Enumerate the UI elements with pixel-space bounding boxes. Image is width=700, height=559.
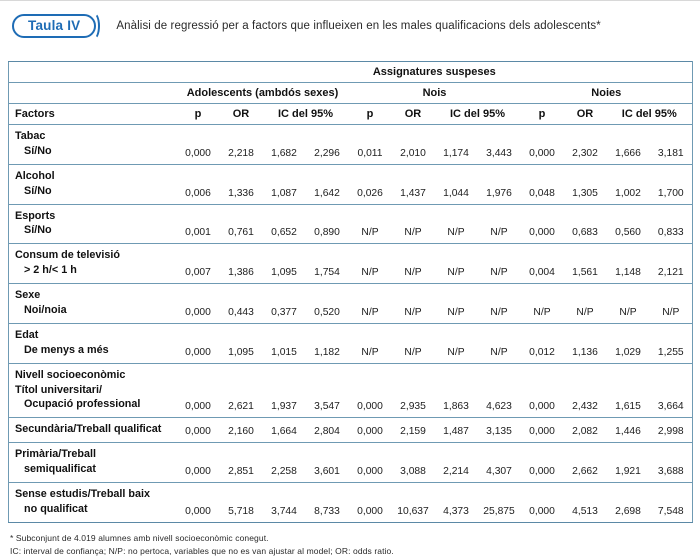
group-header-nois: Nois — [349, 83, 521, 104]
value-cell: 2,258 — [263, 443, 306, 483]
value-cell: 1,682 — [271, 147, 297, 159]
table-row — [9, 284, 693, 324]
value-cell: N/P — [392, 323, 435, 363]
value-cell: 0,000 — [349, 483, 392, 523]
factor-label: Primària/Treball semiqualificat — [9, 443, 177, 483]
value-cell: 1,700 — [650, 164, 693, 204]
column-header-or: OR — [392, 104, 435, 125]
value-cell: 1,754 — [306, 244, 349, 284]
column-header-factors: Factors — [9, 104, 177, 125]
value-cell: 0,007 — [177, 244, 220, 284]
column-header-p: p — [521, 104, 564, 125]
value-cell: N/P — [607, 284, 650, 324]
value-cell: N/P — [349, 244, 392, 284]
value-cell: 0,520 — [306, 284, 349, 324]
value-cell: 0,000 — [349, 443, 392, 483]
table-number-label: Taula IV — [12, 14, 96, 38]
value-cell: 2,159 — [392, 418, 435, 443]
factor-label: Consum de televisió > 2 h/< 1 h — [9, 244, 177, 284]
value-cell: 1,921 — [607, 443, 650, 483]
value-cell: 1,044 — [435, 164, 478, 204]
value-cell: 2,662 — [564, 443, 607, 483]
value-cell: 0,000 — [349, 363, 392, 418]
value-cell: N/P — [564, 284, 607, 324]
table-row — [9, 443, 693, 483]
value-cell: 0,011 — [357, 147, 383, 159]
value-cell: N/P — [478, 323, 521, 363]
value-cell: 2,218 — [228, 147, 254, 159]
column-header-p: p — [177, 104, 220, 125]
value-cell: 0,012 — [521, 323, 564, 363]
factor-label: Secundària/Treball qualificat — [9, 418, 177, 443]
table-row — [9, 244, 693, 284]
value-cell: 1,029 — [607, 323, 650, 363]
value-cell: N/P — [349, 284, 392, 324]
value-cell: 2,302 — [572, 147, 598, 159]
value-cell: 4,623 — [478, 363, 521, 418]
value-cell: 3,547 — [306, 363, 349, 418]
value-cell: 3,443 — [486, 147, 512, 159]
value-cell: 0,377 — [263, 284, 306, 324]
value-cell: 2,935 — [392, 363, 435, 418]
value-cell: 1,437 — [392, 164, 435, 204]
value-cell: 1,976 — [478, 164, 521, 204]
value-cell: 0,000 — [349, 418, 392, 443]
value-cell: 0,683 — [564, 204, 607, 244]
value-cell: 2,160 — [220, 418, 263, 443]
value-cell: 0,000 — [521, 204, 564, 244]
value-cell: 0,652 — [263, 204, 306, 244]
table-row — [9, 363, 693, 418]
value-cell: 1,386 — [220, 244, 263, 284]
footnote-abbreviations: IC: interval de confiança; N/P: no pertoca, variables que no es van ajustar al model; OR: odds ratio. — [10, 546, 394, 557]
value-cell: 0,000 — [177, 418, 220, 443]
value-cell: N/P — [435, 244, 478, 284]
value-cell: 3,744 — [263, 483, 306, 523]
factor-label: Tabac Sí/No — [15, 130, 52, 157]
value-cell: 1,305 — [564, 164, 607, 204]
column-header-row — [9, 104, 693, 125]
factor-label: Alcohol Sí/No — [9, 164, 177, 204]
value-cell: 0,001 — [177, 204, 220, 244]
value-cell: 8,733 — [306, 483, 349, 523]
value-cell: N/P — [392, 244, 435, 284]
value-cell: 0,000 — [185, 147, 211, 159]
factor-label: Esports Sí/No — [9, 204, 177, 244]
value-cell: 1,095 — [220, 323, 263, 363]
value-cell: 1,664 — [263, 418, 306, 443]
value-cell: 0,000 — [521, 418, 564, 443]
value-cell: N/P — [521, 284, 564, 324]
value-cell: 2,296 — [314, 147, 340, 159]
value-cell: 2,010 — [400, 147, 426, 159]
column-header-ic: IC del 95% — [607, 104, 693, 125]
table-number-pill — [12, 12, 100, 40]
value-cell: 1,095 — [263, 244, 306, 284]
value-cell: 2,998 — [650, 418, 693, 443]
table-row — [9, 483, 693, 523]
column-header-ic: IC del 95% — [263, 104, 349, 125]
value-cell: 4,373 — [435, 483, 478, 523]
value-cell: 2,082 — [564, 418, 607, 443]
table-row — [9, 418, 693, 443]
regression-table — [8, 61, 693, 523]
table-row — [9, 323, 693, 363]
table-row — [9, 164, 693, 204]
value-cell: N/P — [435, 284, 478, 324]
value-cell: 1,255 — [650, 323, 693, 363]
value-cell: 3,664 — [650, 363, 693, 418]
value-cell: 0,026 — [349, 164, 392, 204]
value-cell: 0,048 — [521, 164, 564, 204]
value-cell: 0,006 — [177, 164, 220, 204]
value-cell: 0,004 — [521, 244, 564, 284]
value-cell: 3,601 — [306, 443, 349, 483]
value-cell: 0,761 — [220, 204, 263, 244]
value-cell: 1,666 — [615, 147, 641, 159]
title-band — [0, 1, 700, 41]
value-cell: 1,863 — [435, 363, 478, 418]
value-cell: N/P — [349, 204, 392, 244]
column-header-p: p — [349, 104, 392, 125]
value-cell: 0,890 — [306, 204, 349, 244]
factor-label: Edat De menys a més — [9, 323, 177, 363]
value-cell: 1,148 — [607, 244, 650, 284]
value-cell: 3,688 — [650, 443, 693, 483]
factor-label: Sexe Noi/noia — [9, 284, 177, 324]
value-cell: N/P — [478, 244, 521, 284]
value-cell: 2,432 — [564, 363, 607, 418]
value-cell: 3,135 — [478, 418, 521, 443]
value-cell: 0,000 — [177, 363, 220, 418]
value-cell: 0,443 — [220, 284, 263, 324]
value-cell: 1,642 — [306, 164, 349, 204]
value-cell: 10,637 — [392, 483, 435, 523]
value-cell: N/P — [478, 284, 521, 324]
value-cell: 0,833 — [650, 204, 693, 244]
value-cell: N/P — [349, 323, 392, 363]
value-cell: 1,561 — [564, 244, 607, 284]
value-cell: 2,621 — [220, 363, 263, 418]
value-cell: 2,214 — [435, 443, 478, 483]
value-cell: 1,136 — [564, 323, 607, 363]
value-cell: 1,087 — [263, 164, 306, 204]
value-cell: 7,548 — [650, 483, 693, 523]
regression-table-container — [8, 61, 692, 523]
table-caption: Anàlisi de regressió per a factors que influeixen en les males qualificacions dels adolescents* — [116, 19, 601, 32]
value-cell: 1,487 — [435, 418, 478, 443]
column-header-or: OR — [220, 104, 263, 125]
value-cell: 25,875 — [478, 483, 521, 523]
value-cell: 0,000 — [529, 147, 555, 159]
value-cell: 1,937 — [263, 363, 306, 418]
value-cell: 4,513 — [564, 483, 607, 523]
span-header-row — [9, 62, 693, 83]
value-cell: 3,088 — [392, 443, 435, 483]
value-cell: 2,851 — [220, 443, 263, 483]
column-header-or: OR — [564, 104, 607, 125]
value-cell: 3,181 — [657, 147, 684, 159]
span-header: Assignatures suspeses — [177, 62, 693, 83]
table-row — [9, 125, 693, 165]
value-cell: 0,000 — [521, 483, 564, 523]
footnotes — [10, 532, 690, 559]
group-header-adolescents: Adolescents (ambdós sexes) — [177, 83, 349, 104]
value-cell: 0,000 — [521, 363, 564, 418]
table-row — [9, 204, 693, 244]
value-cell: 0,000 — [177, 323, 220, 363]
value-cell: 2,698 — [607, 483, 650, 523]
value-cell: N/P — [435, 204, 478, 244]
span-header-spacer — [9, 62, 177, 83]
value-cell: 1,002 — [607, 164, 650, 204]
footnote-sample: * Subconjunt de 4.019 alumnes amb nivell socioeconòmic conegut. — [10, 532, 269, 543]
column-header-ic: IC del 95% — [435, 104, 521, 125]
value-cell: 0,000 — [177, 284, 220, 324]
value-cell: 0,000 — [177, 443, 220, 483]
value-cell: N/P — [392, 204, 435, 244]
factor-label: Sense estudis/Treball baix no qualificat — [9, 483, 177, 523]
value-cell: N/P — [435, 323, 478, 363]
value-cell: 1,182 — [306, 323, 349, 363]
group-header-noies: Noies — [521, 83, 693, 104]
value-cell: 5,718 — [220, 483, 263, 523]
value-cell: 1,336 — [220, 164, 263, 204]
value-cell: N/P — [650, 284, 693, 324]
value-cell: 2,804 — [306, 418, 349, 443]
group-header-row — [9, 83, 693, 104]
group-header-spacer — [9, 83, 177, 104]
factor-label: Nivell socioeconòmic Títol universitari/ Ocupació professional — [9, 363, 177, 418]
pill-arc-decoration — [87, 12, 100, 40]
value-cell: 1,015 — [263, 323, 306, 363]
value-cell: 1,174 — [443, 147, 469, 159]
value-cell: 1,615 — [607, 363, 650, 418]
value-cell: 0,000 — [521, 443, 564, 483]
value-cell: N/P — [392, 284, 435, 324]
value-cell: 1,446 — [607, 418, 650, 443]
value-cell: 0,000 — [177, 483, 220, 523]
table-body — [9, 125, 693, 523]
value-cell: 4,307 — [478, 443, 521, 483]
value-cell: 0,560 — [607, 204, 650, 244]
value-cell: N/P — [478, 204, 521, 244]
value-cell: 2,121 — [650, 244, 693, 284]
